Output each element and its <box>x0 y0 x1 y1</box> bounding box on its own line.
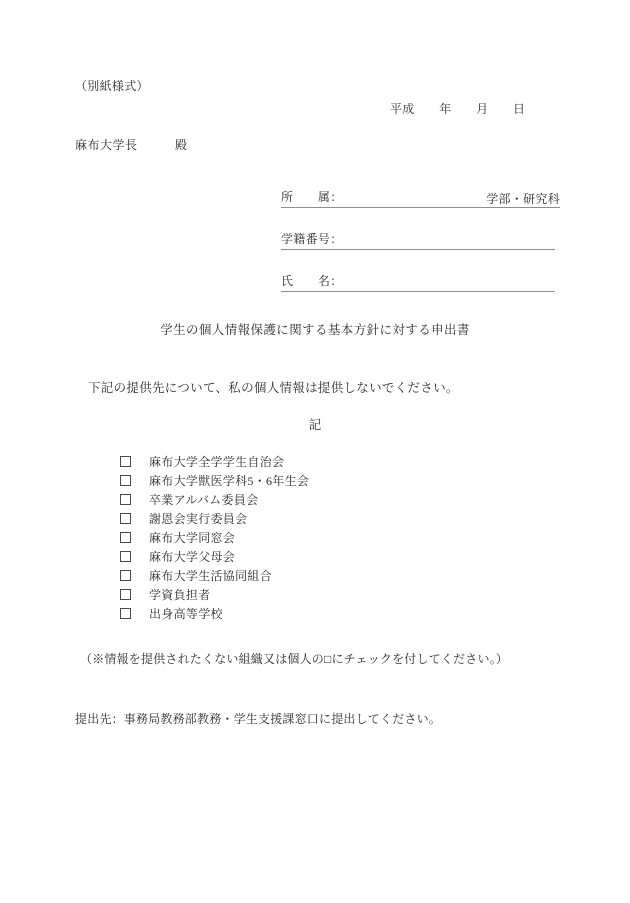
list-item-label: 麻布大学父母会 <box>149 550 236 564</box>
field-suffix-affiliation: 学部・研究科 <box>486 192 560 206</box>
list-item-label: 出身高等学校 <box>149 607 223 621</box>
checkbox-icon[interactable] <box>120 551 131 562</box>
field-label-name: 氏 名： <box>281 274 343 288</box>
document-title: 学生の個人情報保護に関する基本方針に対する申出書 <box>160 323 470 337</box>
checkbox-icon[interactable] <box>120 475 131 486</box>
checkbox-icon[interactable] <box>120 513 131 524</box>
field-row-student-number[interactable] <box>281 230 555 250</box>
list-item[interactable] <box>120 604 309 623</box>
date-line: 平成 年 月 日 <box>390 102 526 116</box>
list-item[interactable] <box>120 585 309 604</box>
list-item-label: 謝恩会実行委員会 <box>149 512 248 526</box>
list-item-label: 麻布大学同窓会 <box>149 531 236 545</box>
body-statement: 下記の提供先について、私の個人情報は提供しないでください。 <box>88 381 459 395</box>
checkbox-icon[interactable] <box>120 570 131 581</box>
addressee-line: 麻布大学長 殿 <box>75 138 188 152</box>
list-item-label: 麻布大学生活協同組合 <box>149 569 273 583</box>
list-item[interactable] <box>120 490 309 509</box>
checkbox-icon[interactable] <box>120 532 131 543</box>
list-item[interactable] <box>120 547 309 566</box>
list-item[interactable] <box>120 509 309 528</box>
field-label-student-number: 学籍番号： <box>281 232 343 246</box>
instruction-note: （※情報を提供されたくない組織又は個人の□にチェックを付してください。） <box>80 652 509 666</box>
list-item[interactable] <box>120 452 309 471</box>
checkbox-icon[interactable] <box>120 608 131 619</box>
field-row-affiliation[interactable] <box>281 188 560 208</box>
checkbox-icon[interactable] <box>120 494 131 505</box>
applicant-fields <box>281 188 560 314</box>
list-item-label: 卒業アルバム委員会 <box>149 493 259 507</box>
checkbox-icon[interactable] <box>120 589 131 600</box>
ki-mark: 記 <box>308 418 322 432</box>
list-item[interactable] <box>120 566 309 585</box>
list-item-label: 麻布大学全学学生自治会 <box>149 455 285 469</box>
list-item[interactable] <box>120 528 309 547</box>
list-item-label: 学資負担者 <box>149 588 211 602</box>
checkbox-icon[interactable] <box>120 456 131 467</box>
field-row-name[interactable] <box>281 272 555 292</box>
field-label-affiliation: 所 属： <box>281 190 343 204</box>
submission-location-note: 提出先：事務局教務部教務・学生支援課窓口に提出してください。 <box>75 712 442 726</box>
list-item[interactable] <box>120 471 309 490</box>
list-item-label: 麻布大学獣医学科5・6年生会 <box>149 474 310 488</box>
form-code-label: （別紙様式） <box>75 79 149 93</box>
provider-checklist <box>120 452 309 623</box>
